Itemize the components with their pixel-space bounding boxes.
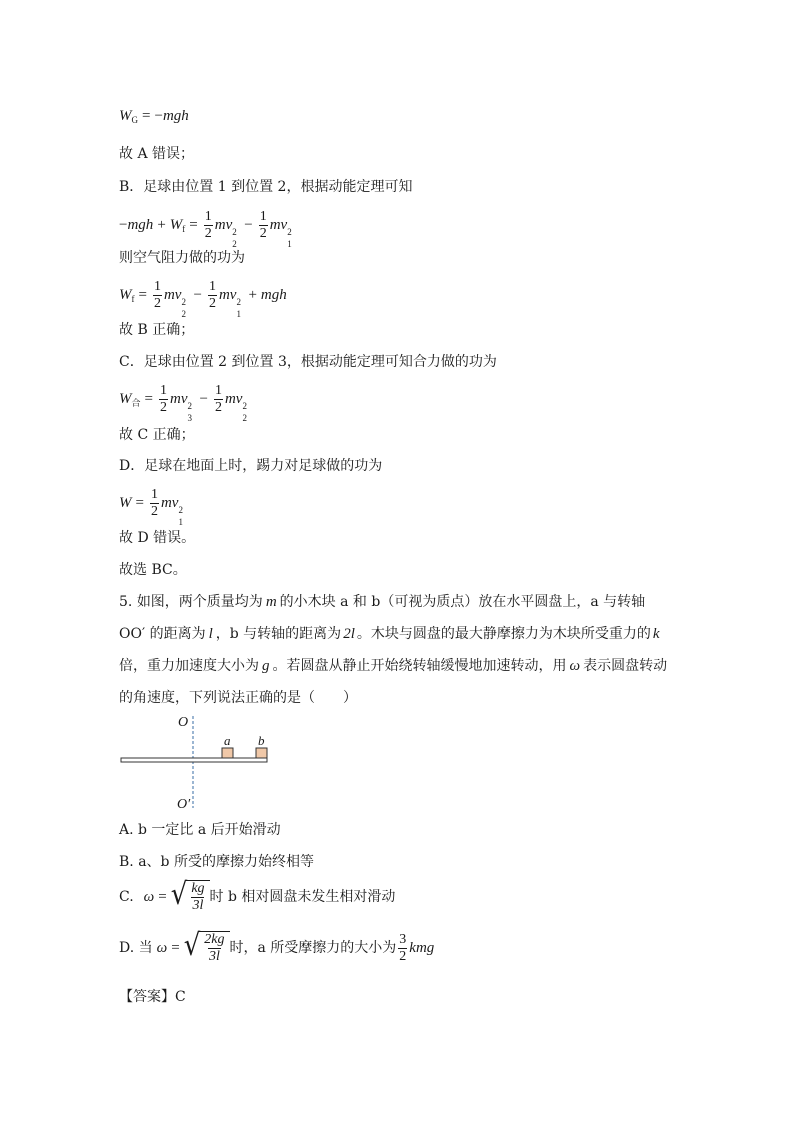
wf-equation: $W_f$ = $\frac{1}{2}$ mv 2 2 − $\frac{1}{2}$ mv 2 1 + mgh xyxy=(119,279,287,319)
b-intro: B．足球由位置 1 到位置 2，根据动能定理可知 xyxy=(119,179,413,195)
option-d: D. 当 ω = √ $\frac{2kg}{3l}$ 时，a 所受摩擦力的大小为 $\frac{3}{2}$ kmg xyxy=(119,928,435,964)
final-choice: 故选 BC。 xyxy=(119,562,187,578)
answer-value: C xyxy=(175,989,186,1005)
answer-line xyxy=(119,988,186,1006)
d-intro: D．足球在地面上时，踢力对足球做的功为 xyxy=(119,458,383,474)
question-5-line-3: 倍，重力加速度大小为 g 。若圆盘从静止开始绕转轴缓慢地加速转动，用 ω 表示圆盘转动 xyxy=(119,658,668,674)
label-O-prime: O′ xyxy=(177,797,191,812)
a-conclusion: 故 A 错误； xyxy=(119,146,195,162)
b-conclusion: 故 B 正确； xyxy=(119,322,195,338)
question-5-line-4: 的角速度，下列说法正确的是（ ） xyxy=(119,690,357,706)
c-intro: C．足球由位置 2 到位置 3，根据动能定理可知合力做的功为 xyxy=(119,354,497,370)
label-b: b xyxy=(258,733,265,748)
question-5-line-2: OO′ 的距离为 l ，b 与转轴的距离为 2l 。木块与圆盘的最大静摩擦力为木块所受重力的 k xyxy=(119,626,660,642)
question-number: 5. xyxy=(119,594,133,610)
block-b xyxy=(256,748,267,758)
block-a xyxy=(222,748,233,758)
sqrt-kg-over-3l: √ $\frac{kg}{3l}$ xyxy=(171,880,210,914)
answer-label: 【答案】 xyxy=(119,989,175,1005)
disc-diagram xyxy=(119,712,279,812)
disc-plate xyxy=(121,758,267,762)
label-O: O xyxy=(178,715,189,730)
c-conclusion: 故 C 正确； xyxy=(119,427,195,443)
d-conclusion: 故 D 错误。 xyxy=(119,530,196,546)
air-resistance-work-intro: 则空气阻力做的功为 xyxy=(119,250,245,266)
sqrt-2kg-over-3l: √ $\frac{2kg}{3l}$ xyxy=(184,931,230,965)
net-work-equation: $W_合$ = $\frac{1}{2}$ mv 2 3 − $\frac{1}{2}$ mv 2 2 xyxy=(119,383,247,423)
label-a: a xyxy=(224,733,231,748)
option-c: C. ω = √ $\frac{kg}{3l}$ 时 b 相对圆盘未发生相对滑动 xyxy=(119,877,396,913)
fraction-three-halves: $\frac{3}{2}$ xyxy=(399,931,407,964)
option-a: A. b 一定比 a 后开始滑动 xyxy=(119,822,281,838)
b-kinetic-theorem-equation: $-mgh + W_f$ = $\frac{1}{2}$ mv 2 2 − $\frac{1}{2}$ mv 2 1 xyxy=(119,209,292,249)
question-5-line-1: 5. 如图，两个质量均为 m 的小木块 a 和 b（可视为质点）放在水平圆盘上，a 与转轴 xyxy=(119,594,646,610)
wg-equation: $W_G = -mgh$ xyxy=(119,108,189,125)
rotating-disc-figure xyxy=(119,712,279,816)
option-b: B. a、b 所受的摩擦力始终相等 xyxy=(119,854,314,870)
kick-work-equation: W = $\frac{1}{2}$ mv 2 1 xyxy=(119,487,183,527)
